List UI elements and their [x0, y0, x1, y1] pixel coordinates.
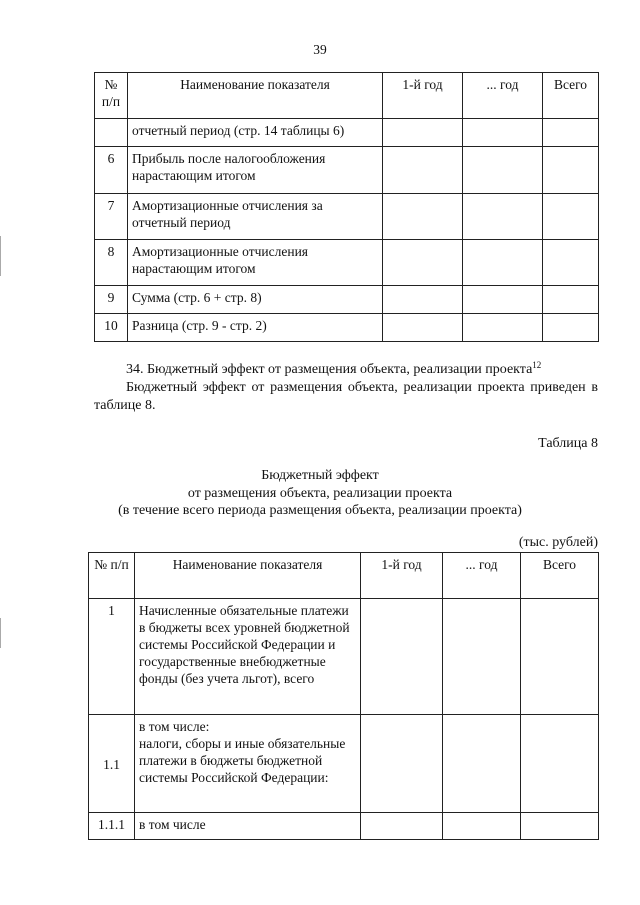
- table-title-line2: от размещения объекта, реализации проекта: [187, 486, 453, 501]
- table-header-row: [89, 553, 599, 599]
- cell-year-n: [463, 314, 543, 342]
- row-name: Амортизационные отчисления нарастающим итогом: [128, 240, 383, 286]
- cell-year1: [383, 314, 463, 342]
- row-number: [95, 119, 128, 147]
- col-header-total: Всего: [543, 73, 599, 119]
- table-row: [89, 599, 599, 715]
- cell-year1: [361, 813, 443, 840]
- section-heading: [94, 361, 598, 379]
- section-heading-text: 34. Бюджетный эффект от размещения объекта, реализации проекта: [126, 362, 533, 377]
- table-row: [95, 119, 599, 147]
- section-body: Бюджетный эффект от размещения объекта, реализации проекта приведен в таблице 8.: [94, 380, 598, 413]
- row-number: 9: [95, 286, 128, 314]
- row-name: Начисленные обязательные платежи в бюджеты всех уровней бюджетной системы Российской Федерации и государственные внебюджетные фонды (без учета льгот), всего: [135, 599, 361, 715]
- col-header-name: Наименование показателя: [128, 73, 383, 119]
- col-header-year-n: ... год: [443, 553, 521, 599]
- col-header-total: Всего: [521, 553, 599, 599]
- cell-year-n: [443, 599, 521, 715]
- table-row: [89, 715, 599, 813]
- row-number: 1.1: [89, 715, 135, 813]
- col-header-year-n: ... год: [463, 73, 543, 119]
- margin-mark: [0, 236, 1, 276]
- col-header-number: № п/п: [89, 553, 135, 599]
- row-name: налоги, сборы и иные обязательные платежи в бюджеты бюджетной системы Российской Федерации:: [139, 736, 346, 785]
- table-row: [95, 286, 599, 314]
- row-name-cell: [135, 715, 361, 813]
- row-number: 1.1.1: [89, 813, 135, 840]
- table-budget-effect: [88, 552, 599, 840]
- cell-year-n: [463, 286, 543, 314]
- cell-year1: [383, 240, 463, 286]
- col-header-name: Наименование показателя: [135, 553, 361, 599]
- cell-total: [521, 715, 599, 813]
- row-name: отчетный период (стр. 14 таблицы 6): [128, 119, 383, 147]
- row-number: 7: [95, 194, 128, 240]
- cell-total: [521, 599, 599, 715]
- row-number: 10: [95, 314, 128, 342]
- row-name-prefix: в том числе:: [139, 719, 210, 734]
- table-header-row: [95, 73, 599, 119]
- cell-year-n: [443, 813, 521, 840]
- table-title-line3: (в течение всего периода размещения объекта, реализации проекта): [118, 503, 522, 518]
- row-name: в том числе: [135, 813, 361, 840]
- row-number: 8: [95, 240, 128, 286]
- cell-total: [543, 194, 599, 240]
- cell-year1: [383, 286, 463, 314]
- table-row: [95, 314, 599, 342]
- table-title-line1: Бюджетный эффект: [261, 468, 379, 483]
- cell-year-n: [463, 194, 543, 240]
- table-row: [89, 813, 599, 840]
- cell-total: [543, 240, 599, 286]
- cell-year-n: [463, 147, 543, 194]
- cell-year1: [383, 119, 463, 147]
- row-name: Амортизационные отчисления за отчетный период: [128, 194, 383, 240]
- table-label: Таблица 8: [538, 436, 598, 451]
- table-row: [95, 147, 599, 194]
- col-header-year1: 1-й год: [383, 73, 463, 119]
- cell-total: [543, 147, 599, 194]
- row-name: Прибыль после налогообложения нарастающим итогом: [128, 147, 383, 194]
- table-row: [95, 240, 599, 286]
- cell-year1: [383, 194, 463, 240]
- margin-mark: [0, 618, 1, 648]
- footnote-marker: 12: [532, 360, 542, 370]
- row-number: 6: [95, 147, 128, 194]
- row-number: 1: [89, 599, 135, 715]
- row-name: Разница (стр. 9 - стр. 2): [128, 314, 383, 342]
- col-header-year1: 1-й год: [361, 553, 443, 599]
- cell-total: [521, 813, 599, 840]
- cell-year-n: [463, 119, 543, 147]
- row-name: Сумма (стр. 6 + стр. 8): [128, 286, 383, 314]
- cell-total: [543, 286, 599, 314]
- table-row: [95, 194, 599, 240]
- col-header-number: № п/п: [95, 73, 128, 119]
- cell-year1: [361, 599, 443, 715]
- cell-year-n: [443, 715, 521, 813]
- cell-year1: [361, 715, 443, 813]
- cell-total: [543, 119, 599, 147]
- table-indicators-continued: [94, 72, 599, 342]
- page-number: 39: [313, 42, 327, 57]
- units-label: (тыс. рублей): [518, 535, 598, 550]
- cell-total: [543, 314, 599, 342]
- cell-year-n: [463, 240, 543, 286]
- cell-year1: [383, 147, 463, 194]
